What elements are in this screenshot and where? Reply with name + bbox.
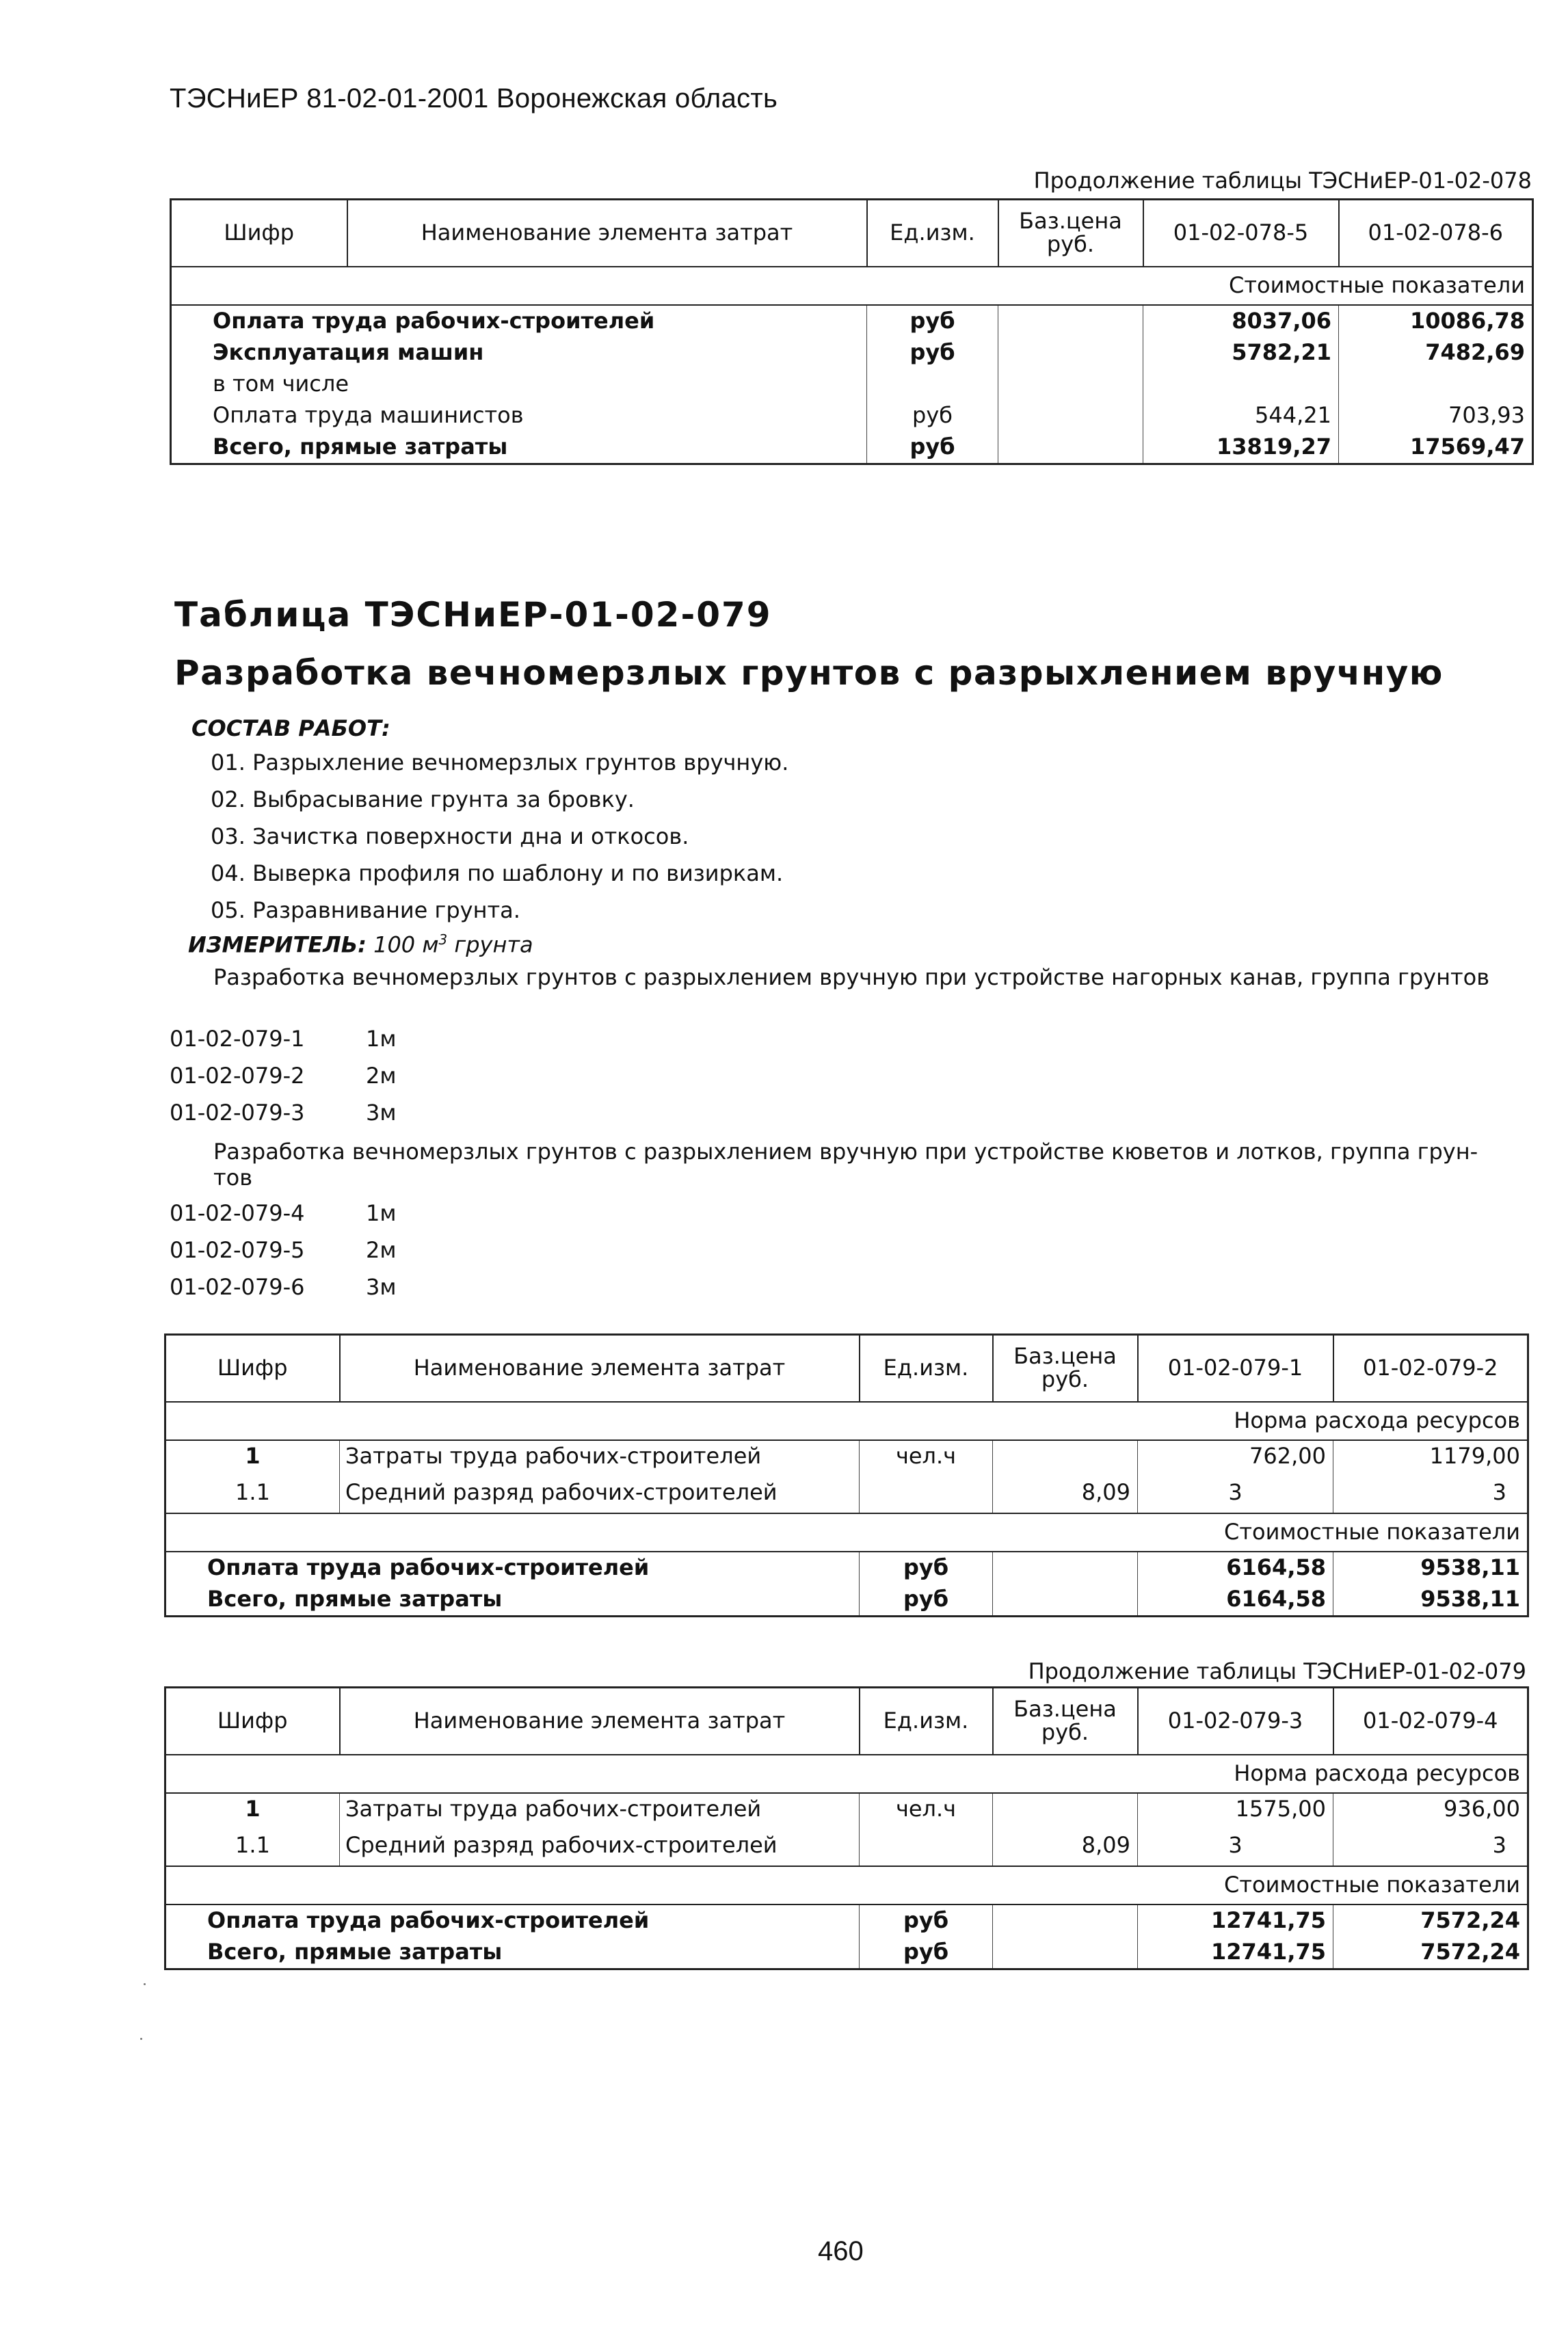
norm-code: 01-02-079-3 <box>170 1100 305 1126</box>
row-code: 1.1 <box>165 1472 340 1513</box>
table-row <box>165 1472 1528 1513</box>
col-code-header: Шифр <box>165 1688 340 1755</box>
meter-label: ИЗМЕРИТЕЛЬ: <box>188 931 367 958</box>
table-row <box>165 1584 1528 1617</box>
norm-code: 01-02-079-5 <box>170 1237 305 1263</box>
table-row <box>165 1825 1528 1866</box>
page-number: 460 <box>818 2236 864 2266</box>
row-value-a <box>1143 369 1339 400</box>
row-price <box>998 337 1143 369</box>
row-price <box>993 1793 1138 1825</box>
row-price <box>998 305 1143 337</box>
table-row <box>171 400 1533 432</box>
row-name: Оплата труда рабочих-строителей <box>165 1552 860 1584</box>
table-079-part-2 <box>164 1686 1529 1970</box>
row-price <box>993 1937 1138 1969</box>
col-unit-header: Ед.изм. <box>860 1335 993 1403</box>
row-price <box>998 369 1143 400</box>
norm-code: 01-02-079-6 <box>170 1274 305 1300</box>
row-price: 8,09 <box>993 1825 1138 1866</box>
norm-depth: 3м <box>366 1100 397 1126</box>
norm-depth: 2м <box>366 1237 397 1263</box>
col-a-header: 01-02-079-1 <box>1138 1335 1333 1403</box>
table-row <box>171 305 1533 337</box>
row-unit <box>867 369 998 400</box>
row-name: Оплата труда рабочих-строителей <box>171 305 867 337</box>
row-value-a: 1575,00 <box>1138 1793 1333 1825</box>
row-unit: руб <box>867 400 998 432</box>
row-unit: руб <box>867 432 998 464</box>
work-item: 05. Разравнивание грунта. <box>211 897 520 923</box>
col-name-header: Наименование элемента затрат <box>340 1335 860 1403</box>
section-title: Таблица ТЭСНиЕР-01-02-079 <box>174 595 772 635</box>
group-row <box>171 267 1533 305</box>
norm-depth: 3м <box>366 1274 397 1300</box>
group-row <box>165 1513 1528 1552</box>
row-price: 8,09 <box>993 1472 1138 1513</box>
description-1: Разработка вечномерзлых грунтов с разрыхлением вручную при устройстве нагорных канав, группа грунтов <box>213 964 1490 990</box>
meter-unit: грунта <box>454 931 533 958</box>
row-unit <box>860 1472 993 1513</box>
table-prev-header <box>171 200 1533 267</box>
group-label: Стоимостные показатели <box>165 1513 1528 1552</box>
row-value-b: 3 <box>1333 1472 1528 1513</box>
work-item: 03. Зачистка поверхности дна и откосов. <box>211 823 689 849</box>
work-item: 04. Выверка профиля по шаблону и по визиркам. <box>211 860 784 886</box>
row-code: 1.1 <box>165 1825 340 1866</box>
row-value-a: 544,21 <box>1143 400 1339 432</box>
table-row <box>165 1937 1528 1969</box>
group-label: Норма расхода ресурсов <box>165 1402 1528 1440</box>
row-price <box>998 432 1143 464</box>
row-value-b: 17569,47 <box>1339 432 1533 464</box>
table-row <box>165 1552 1528 1584</box>
col-price-header: Баз.цена руб. <box>998 200 1143 267</box>
scan-speck <box>144 1983 146 1985</box>
row-name: Затраты труда рабочих-строителей <box>340 1793 860 1825</box>
row-unit: руб <box>860 1584 993 1617</box>
row-value-a: 6164,58 <box>1138 1584 1333 1617</box>
row-value-b: 9538,11 <box>1333 1552 1528 1584</box>
col-unit-header: Ед.изм. <box>867 200 998 267</box>
table-row <box>171 432 1533 464</box>
work-item: 02. Выбрасывание грунта за бровку. <box>211 786 635 812</box>
table-row <box>165 1440 1528 1472</box>
row-unit: руб <box>867 337 998 369</box>
row-price <box>993 1440 1138 1472</box>
row-value-b: 7482,69 <box>1339 337 1533 369</box>
description-2-line-1: Разработка вечномерзлых грунтов с разрыхлением вручную при устройстве кюветов и лотков, группа грун- <box>213 1139 1478 1165</box>
table-2-caption: Продолжение таблицы ТЭСНиЕР-01-02-079 <box>1028 1658 1526 1684</box>
section-subtitle: Разработка вечномерзлых грунтов с разрыхлением вручную <box>174 653 1444 693</box>
row-price <box>993 1904 1138 1937</box>
col-unit-header: Ед.изм. <box>860 1688 993 1755</box>
row-value-b: 10086,78 <box>1339 305 1533 337</box>
row-value-a: 5782,21 <box>1143 337 1339 369</box>
col-price-header: Баз.цена руб. <box>993 1688 1138 1755</box>
row-name: Затраты труда рабочих-строителей <box>340 1440 860 1472</box>
norm-code: 01-02-079-1 <box>170 1026 305 1052</box>
row-value-a: 12741,75 <box>1138 1904 1333 1937</box>
row-name: Оплата труда машинистов <box>171 400 867 432</box>
col-b-header: 01-02-079-4 <box>1333 1688 1528 1755</box>
row-value-b: 7572,24 <box>1333 1937 1528 1969</box>
row-value-a: 762,00 <box>1138 1440 1333 1472</box>
row-code: 1 <box>165 1793 340 1825</box>
table-prev-caption: Продолжение таблицы ТЭСНиЕР-01-02-078 <box>1033 168 1532 194</box>
row-name: Эксплуатация машин <box>171 337 867 369</box>
col-b-header: 01-02-079-2 <box>1333 1335 1528 1403</box>
row-name: Средний разряд рабочих-строителей <box>340 1825 860 1866</box>
col-price-header: Баз.цена руб. <box>993 1335 1138 1403</box>
row-price <box>993 1552 1138 1584</box>
row-name: Всего, прямые затраты <box>165 1937 860 1969</box>
row-name: Средний разряд рабочих-строителей <box>340 1472 860 1513</box>
col-a-header: 01-02-079-3 <box>1138 1688 1333 1755</box>
table-header <box>165 1335 1528 1403</box>
row-price <box>998 400 1143 432</box>
norm-depth: 2м <box>366 1063 397 1089</box>
group-row <box>165 1755 1528 1793</box>
col-b-header: 01-02-078-6 <box>1339 200 1533 267</box>
table-prev <box>170 198 1534 465</box>
row-value-a: 3 <box>1138 1472 1333 1513</box>
table-row <box>171 369 1533 400</box>
meter-value: 100 м <box>373 931 439 958</box>
work-item: 01. Разрыхление вечномерзлых грунтов вручную. <box>211 749 789 775</box>
norm-code: 01-02-079-2 <box>170 1063 305 1089</box>
col-code-header: Шифр <box>171 200 347 267</box>
row-unit <box>860 1825 993 1866</box>
group-row <box>165 1402 1528 1440</box>
row-value-a: 3 <box>1138 1825 1333 1866</box>
row-unit: чел.ч <box>860 1440 993 1472</box>
row-value-b <box>1339 369 1533 400</box>
row-unit: руб <box>860 1904 993 1937</box>
meter-line <box>188 931 533 958</box>
col-name-header: Наименование элемента затрат <box>347 200 867 267</box>
group-row <box>165 1866 1528 1904</box>
works-label: СОСТАВ РАБОТ: <box>191 715 390 741</box>
row-value-b: 7572,24 <box>1333 1904 1528 1937</box>
col-code-header: Шифр <box>165 1335 340 1403</box>
row-value-b: 3 <box>1333 1825 1528 1866</box>
norm-code: 01-02-079-4 <box>170 1200 305 1226</box>
description-2-line-2: тов <box>213 1165 253 1191</box>
row-name: Всего, прямые затраты <box>171 432 867 464</box>
scan-speck <box>140 2038 142 2040</box>
row-value-a: 6164,58 <box>1138 1552 1333 1584</box>
row-unit: чел.ч <box>860 1793 993 1825</box>
norm-depth: 1м <box>366 1200 397 1226</box>
row-value-b: 9538,11 <box>1333 1584 1528 1617</box>
row-name: в том числе <box>171 369 867 400</box>
row-unit: руб <box>860 1937 993 1969</box>
group-label: Стоимостные показатели <box>165 1866 1528 1904</box>
row-unit: руб <box>860 1552 993 1584</box>
row-code: 1 <box>165 1440 340 1472</box>
table-row <box>171 337 1533 369</box>
row-value-a: 8037,06 <box>1143 305 1339 337</box>
row-value-a: 13819,27 <box>1143 432 1339 464</box>
col-a-header: 01-02-078-5 <box>1143 200 1339 267</box>
group-label: Стоимостные показатели <box>171 267 1533 305</box>
row-name: Всего, прямые затраты <box>165 1584 860 1617</box>
table-079-part-1 <box>164 1333 1529 1617</box>
row-name: Оплата труда рабочих-строителей <box>165 1904 860 1937</box>
row-value-b: 936,00 <box>1333 1793 1528 1825</box>
norm-depth: 1м <box>366 1026 397 1052</box>
table-row <box>165 1793 1528 1825</box>
table-header <box>165 1688 1528 1755</box>
page-header: ТЭСНиЕР 81-02-01-2001 Воронежская область <box>170 83 778 114</box>
row-price <box>993 1584 1138 1617</box>
table-row <box>165 1904 1528 1937</box>
row-value-a: 12741,75 <box>1138 1937 1333 1969</box>
group-label: Норма расхода ресурсов <box>165 1755 1528 1793</box>
row-unit: руб <box>867 305 998 337</box>
col-name-header: Наименование элемента затрат <box>340 1688 860 1755</box>
row-value-b: 1179,00 <box>1333 1440 1528 1472</box>
row-value-b: 703,93 <box>1339 400 1533 432</box>
meter-sup: 3 <box>438 931 448 948</box>
